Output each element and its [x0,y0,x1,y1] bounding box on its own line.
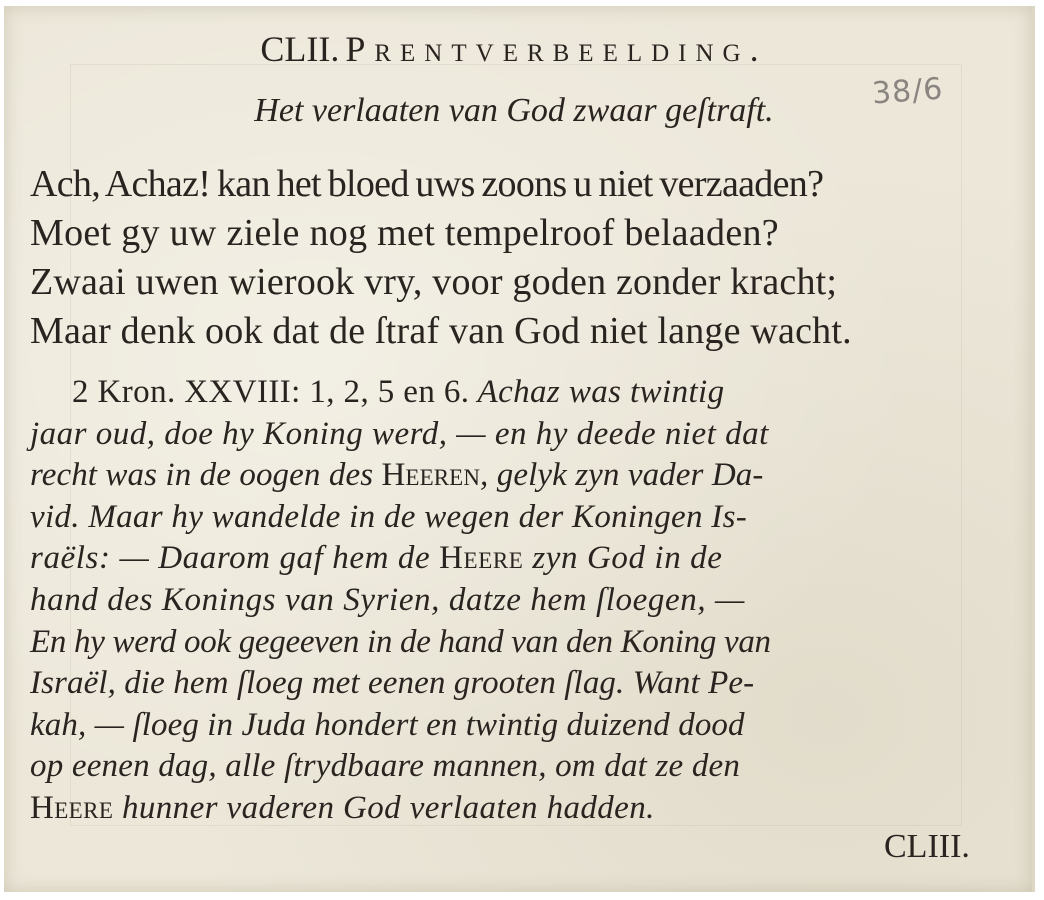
heading-number: CLII. [260,29,340,69]
verse-line: Moet gy uw ziele nog met tempelroof belaaden? [30,212,779,254]
verse-line: Ach, Achaz! kan het bloed uws zoons u niet verzaaden? [30,163,824,205]
prose-line: hand des Konings van Syrien, datze hem ſloegen, — [30,581,745,618]
small-caps-word: Heere [439,540,524,577]
prose-line: kah, — ſloeg in Juda hondert en twintig duizend dood [30,706,745,743]
heading-title: Prentverbeelding. [345,29,768,69]
verse-line: Zwaai uwen wierook vry, voor goden zonder kracht; [30,261,838,303]
prose-line: Israël, die hem ſloeg met eenen grooten ſlag. Want Pe- [30,665,755,702]
prose-text: Achaz was twintig [477,374,725,410]
scripture-passage [30,372,1010,830]
verse-line: Maar denk ook dat de ſtraf van God niet lange wacht. [30,310,852,352]
prose-line: jaar oud, doe hy Koning werd, — en hy deede niet dat [30,415,769,452]
paper-sheet [4,6,1035,892]
prose-line: op eenen dag, alle ſtrydbaare mannen, om dat ze den [30,748,741,785]
prose-line: En hy werd ook gegeeven in de hand van den Koning van [30,623,771,660]
prose-text: recht was in de oogen des [30,457,374,494]
prose-text: , gelyk zyn vader Da- [480,457,764,494]
subtitle: Het verlaaten van God zwaar geſtraft. [254,92,774,129]
prose-line: vid. Maar hy wandelde in de wegen der Koningen Is- [30,498,748,535]
verse-block [30,160,1010,356]
prose-line [30,788,1010,830]
prose-line [30,538,1010,580]
small-caps-word: Heere [30,789,114,826]
page-heading [4,28,1024,70]
scripture-reference: 2 Kron. XXVIII: 1, 2, 5 en 6. [72,374,470,410]
prose-text: raëls: — Daarom gaf hem de [30,540,431,577]
prose-text: zyn God in de [532,540,723,577]
prose-line [30,455,1010,497]
small-caps-word: Heeren [381,457,481,494]
prose-line [30,372,1010,414]
prose-text: hunner vaderen God verlaaten hadden. [121,789,655,826]
catchword: CLIII. [884,828,970,865]
pencil-annotation: 38/6 [870,71,945,112]
